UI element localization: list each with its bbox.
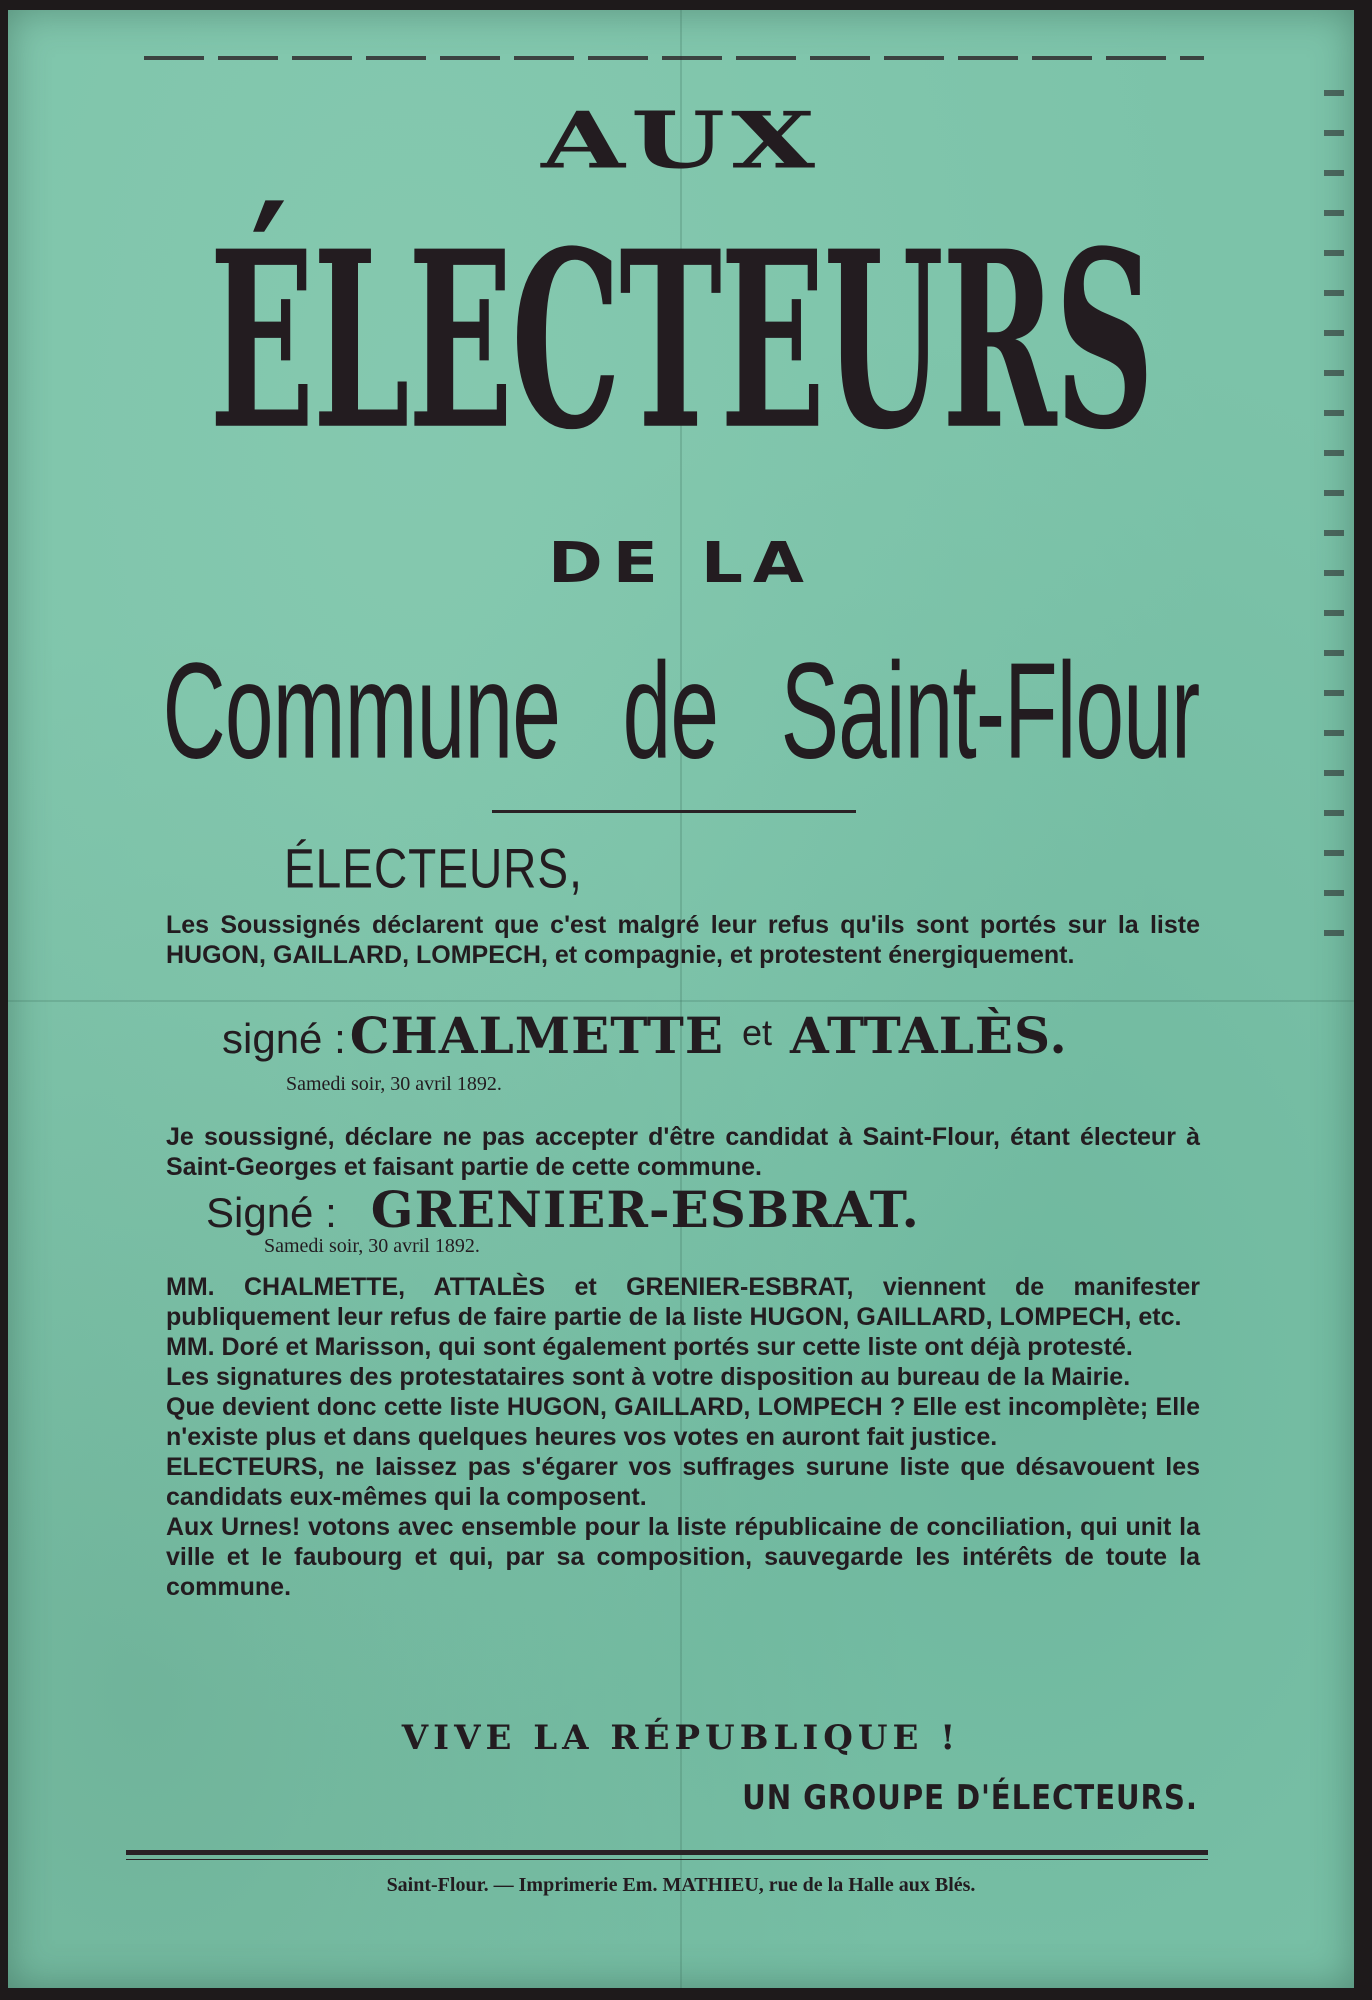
- declaration-one-date: Samedi soir, 30 avril 1892.: [286, 1073, 502, 1095]
- body-paragraph: Aux Urnes! votons avec ensemble pour la liste républicaine de conciliation, qui unit la ville et le faubourg et qui, par sa composition, sauvegarde les intérêts de toute la commune.: [166, 1513, 1200, 1601]
- declaration-two-date: Samedi soir, 30 avril 1892.: [264, 1235, 480, 1257]
- body-paragraph: MM. CHALMETTE, ATTALÈS et GRENIER-ESBRAT, viennent de manifester publiquement leur refus de faire partie de la liste HUGON, GAILLARD, LOMPECH, etc.: [166, 1273, 1200, 1331]
- signatory-attales: ATTALÈS.: [789, 1006, 1068, 1065]
- election-poster: [8, 10, 1354, 1988]
- title-underline: [492, 810, 856, 813]
- declaration-one-text: Les Soussignés déclarent que c'est malgré leur refus qu'ils sont portés sur la liste HUGON, GAILLARD, LOMPECH, et compagnie, et protestent énergiquement.: [166, 911, 1200, 969]
- paper-fold-horizontal: [8, 1000, 1354, 1002]
- signed-label: Signé :: [206, 1189, 337, 1236]
- signed-label: signé :: [222, 1015, 346, 1062]
- conjunction: et: [741, 1012, 772, 1053]
- headline-electeurs: ÉLECTEURS: [209, 198, 1153, 485]
- top-rule: [144, 56, 1204, 60]
- body-paragraph: Que devient donc cette liste HUGON, GAILLARD, LOMPECH ? Elle est incomplète; Elle n'existe plus et dans quelques heures vos votes en auront fait justice.: [166, 1393, 1200, 1451]
- edge-stain-marks: [1324, 90, 1344, 950]
- body-paragraph: MM. Doré et Marisson, qui sont également portés sur cette liste ont déjà protesté.: [166, 1333, 1133, 1361]
- signatory-chalmette: CHALMETTE: [349, 1006, 724, 1065]
- body-paragraph: Les signatures des protestataires sont à votre disposition au bureau de la Mairie.: [166, 1363, 1131, 1391]
- body-paragraph: ELECTEURS, ne laissez pas s'égarer vos suffrages surune liste que désavouent les candidats eux-mêmes qui la composent.: [166, 1453, 1200, 1511]
- declaration-two-signature: [206, 1180, 920, 1239]
- headline-de-la: DE LA: [548, 530, 814, 596]
- salutation: ÉLECTEURS,: [284, 837, 583, 900]
- declaration-two-text: Je soussigné, déclare ne pas accepter d'être candidat à Saint-Flour, étant électeur à Saint-Georges et faisant partie de cette commune.: [166, 1123, 1200, 1181]
- bottom-rule: [126, 1850, 1208, 1855]
- signatory-grenier-esbrat: GRENIER-ESBRAT.: [370, 1180, 920, 1239]
- vive-la-republique: VIVE LA RÉPUBLIQUE !: [401, 1718, 961, 1758]
- bottom-rule-thin: [126, 1859, 1208, 1860]
- group-signature: UN GROUPE D'ÉLECTEURS.: [742, 1778, 1198, 1818]
- declaration-one-signature: [222, 1006, 1068, 1065]
- headline-commune: Commune de Saint-Flour: [162, 634, 1200, 787]
- headline-aux: AUX: [541, 95, 821, 187]
- printer-imprint: Saint-Flour. — Imprimerie Em. MATHIEU, rue de la Halle aux Blés.: [386, 1874, 976, 1896]
- body-text: [166, 1272, 1200, 1602]
